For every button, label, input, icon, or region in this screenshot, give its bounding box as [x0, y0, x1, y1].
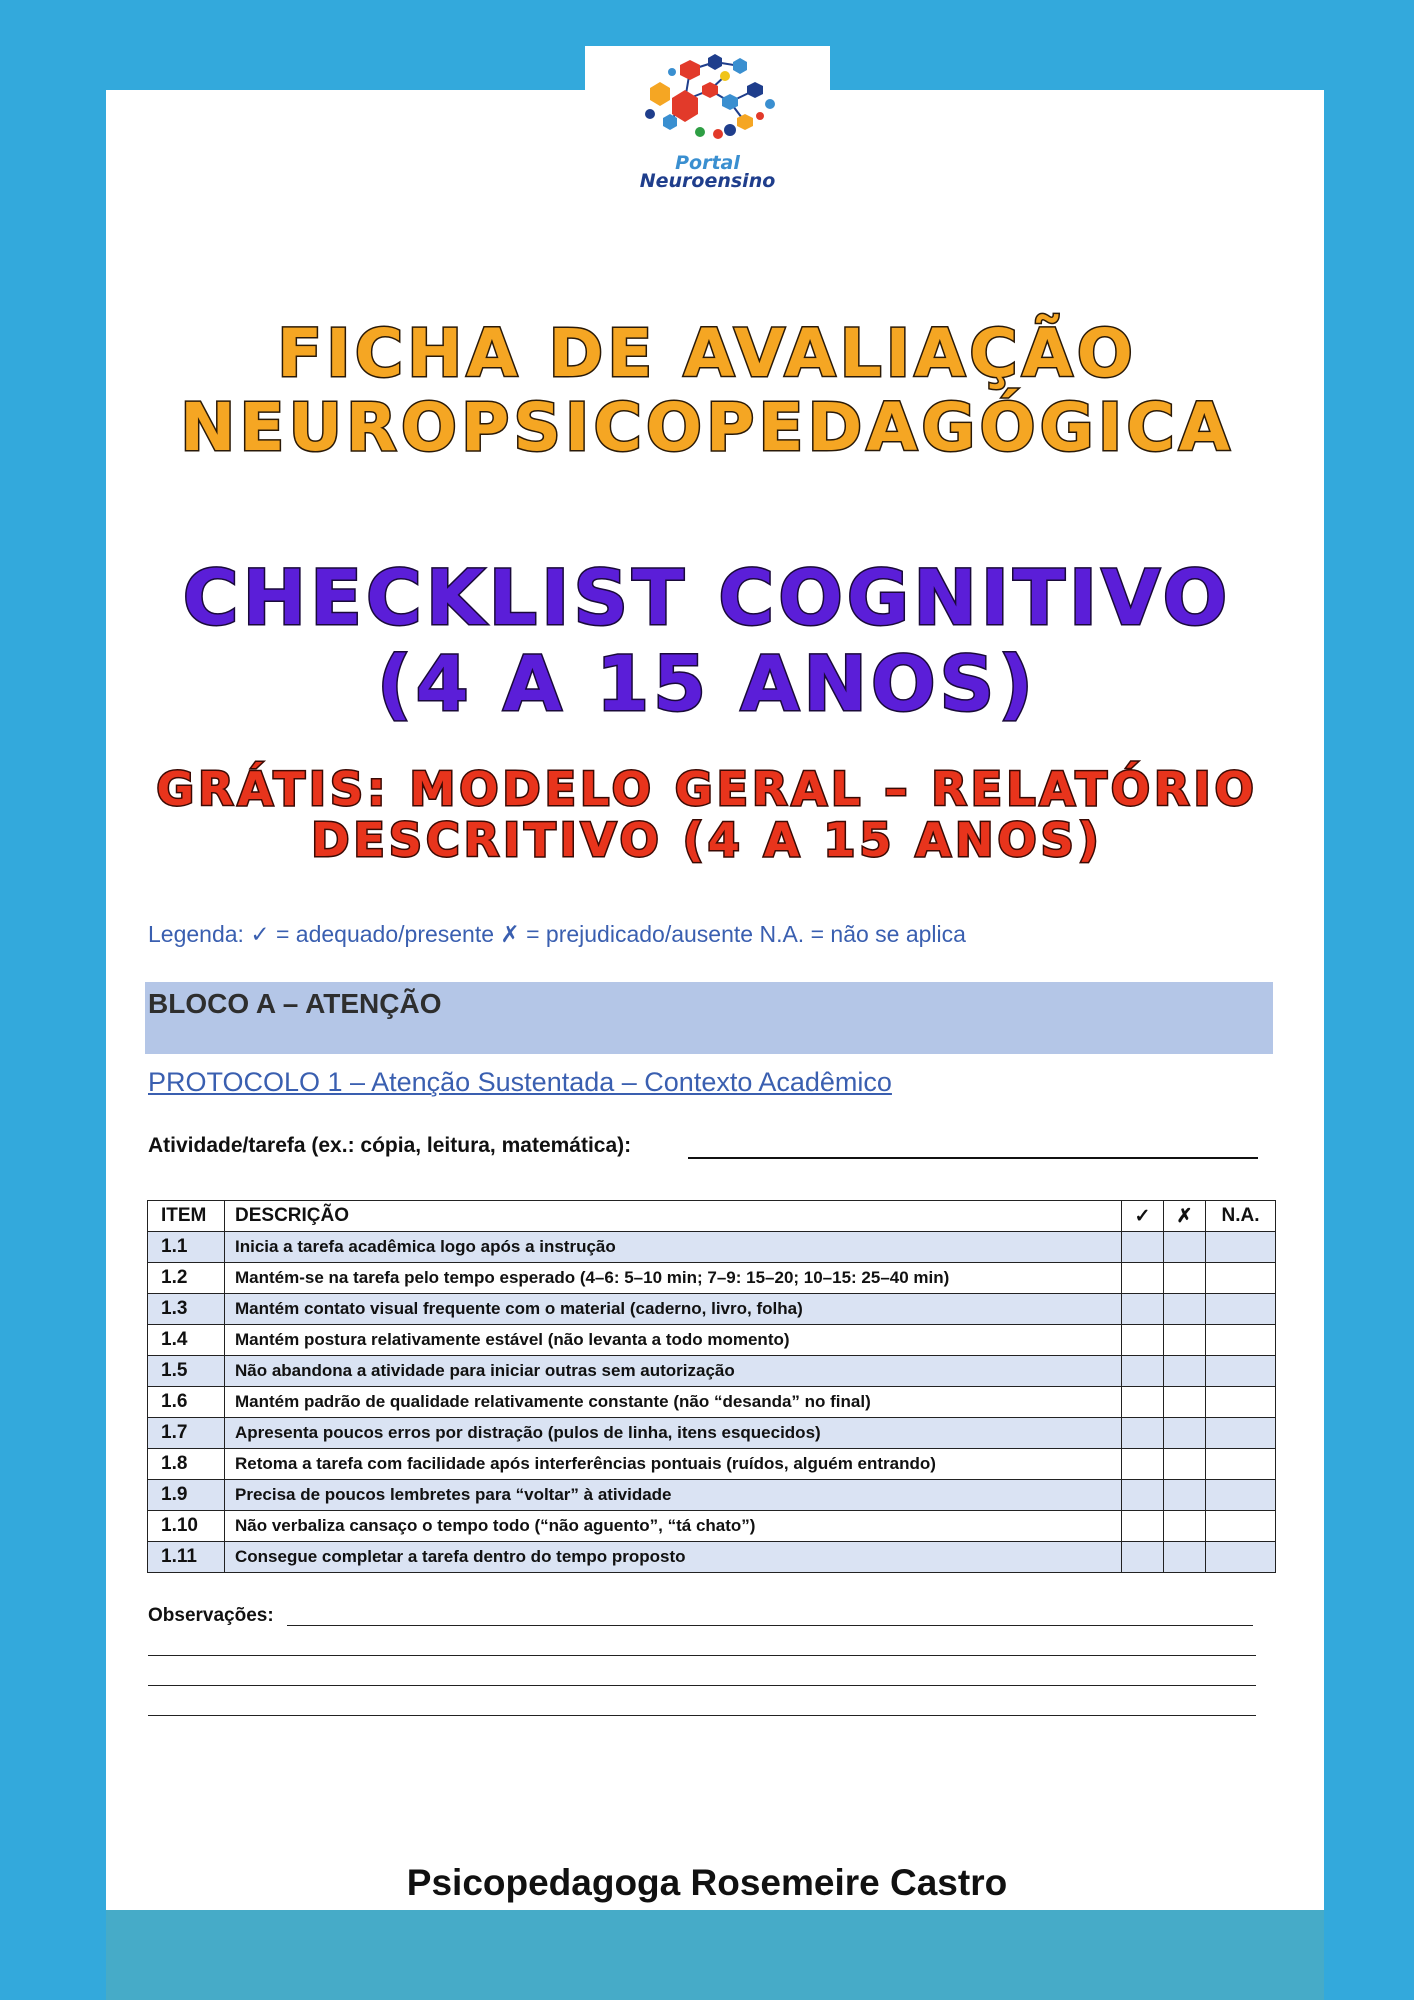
- row-item: 1.1: [148, 1232, 225, 1263]
- row-description: Retoma a tarefa com facilidade após interferências pontuais (ruídos, alguém entrando): [225, 1449, 1122, 1480]
- activity-label: Atividade/tarefa (ex.: cópia, leitura, matemática):: [148, 1134, 632, 1157]
- check-cell[interactable]: [1122, 1449, 1164, 1480]
- title-line-2: NEUROPSICOPEDAGÓGICA: [180, 389, 1234, 466]
- row-description: Precisa de poucos lembretes para “voltar” à atividade: [225, 1480, 1122, 1511]
- check-cell[interactable]: [1122, 1325, 1164, 1356]
- header-item: ITEM: [148, 1201, 225, 1232]
- na-cell[interactable]: [1206, 1480, 1276, 1511]
- table-row: [148, 1449, 1276, 1480]
- check-cell[interactable]: [1122, 1232, 1164, 1263]
- protocol-title: PROTOCOLO 1 – Atenção Sustentada – Contexto Acadêmico: [148, 1067, 892, 1097]
- row-item: 1.4: [148, 1325, 225, 1356]
- table-header-row: [148, 1201, 1276, 1232]
- observations-line[interactable]: [148, 1715, 1256, 1716]
- subtitle-line-1: CHECKLIST COGNITIVO: [182, 553, 1232, 642]
- row-description: Mantém contato visual frequente com o material (caderno, livro, folha): [225, 1294, 1122, 1325]
- observations-label: Observações:: [148, 1605, 274, 1626]
- na-cell[interactable]: [1206, 1325, 1276, 1356]
- promo-line-1: GRÁTIS: MODELO GERAL – RELATÓRIO: [156, 762, 1258, 816]
- title-line-1: FICHA DE AVALIAÇÃO: [277, 315, 1137, 392]
- table-row: [148, 1480, 1276, 1511]
- row-item: 1.8: [148, 1449, 225, 1480]
- row-item: 1.7: [148, 1418, 225, 1449]
- check-cell[interactable]: [1122, 1387, 1164, 1418]
- section-header: [145, 982, 1273, 1054]
- table-row: [148, 1325, 1276, 1356]
- cross-cell[interactable]: [1164, 1449, 1206, 1480]
- row-description: Não abandona a atividade para iniciar outras sem autorização: [225, 1356, 1122, 1387]
- check-cell[interactable]: [1122, 1294, 1164, 1325]
- row-description: Consegue completar a tarefa dentro do tempo proposto: [225, 1542, 1122, 1573]
- check-cell[interactable]: [1122, 1542, 1164, 1573]
- na-cell[interactable]: [1206, 1418, 1276, 1449]
- table-row: [148, 1542, 1276, 1573]
- na-cell[interactable]: [1206, 1387, 1276, 1418]
- observations-line[interactable]: [148, 1685, 1256, 1686]
- table-row: [148, 1263, 1276, 1294]
- row-item: 1.2: [148, 1263, 225, 1294]
- table-row: [148, 1387, 1276, 1418]
- bottom-band: [106, 1910, 1324, 2000]
- check-cell[interactable]: [1122, 1418, 1164, 1449]
- observations-line[interactable]: [287, 1625, 1253, 1626]
- row-description: Não verbaliza cansaço o tempo todo (“não aguento”, “tá chato”): [225, 1511, 1122, 1542]
- row-item: 1.3: [148, 1294, 225, 1325]
- cross-cell[interactable]: [1164, 1232, 1206, 1263]
- row-description: Mantém padrão de qualidade relativamente constante (não “desanda” no final): [225, 1387, 1122, 1418]
- checklist-table: [147, 1200, 1276, 1573]
- na-cell[interactable]: [1206, 1232, 1276, 1263]
- cross-cell[interactable]: [1164, 1387, 1206, 1418]
- cross-cell[interactable]: [1164, 1325, 1206, 1356]
- logo: [585, 46, 830, 196]
- row-description: Inicia a tarefa acadêmica logo após a instrução: [225, 1232, 1122, 1263]
- observations-line[interactable]: [148, 1655, 1256, 1656]
- check-cell[interactable]: [1122, 1263, 1164, 1294]
- subtitle-line-2: (4 A 15 ANOS): [376, 639, 1038, 728]
- row-item: 1.11: [148, 1542, 225, 1573]
- na-cell[interactable]: [1206, 1263, 1276, 1294]
- promo-line-2: DESCRITIVO (4 A 15 ANOS): [311, 813, 1103, 867]
- table-row: [148, 1511, 1276, 1542]
- row-item: 1.10: [148, 1511, 225, 1542]
- na-cell[interactable]: [1206, 1294, 1276, 1325]
- header-cross: ✗: [1164, 1201, 1206, 1232]
- cross-cell[interactable]: [1164, 1480, 1206, 1511]
- row-item: 1.6: [148, 1387, 225, 1418]
- neuro-network-icon: [630, 52, 790, 162]
- check-cell[interactable]: [1122, 1480, 1164, 1511]
- check-cell[interactable]: [1122, 1356, 1164, 1387]
- logo-text-portal: Portal: [675, 152, 740, 174]
- header-na: N.A.: [1206, 1201, 1276, 1232]
- na-cell[interactable]: [1206, 1449, 1276, 1480]
- header-description: DESCRIÇÃO: [225, 1201, 1122, 1232]
- cross-cell[interactable]: [1164, 1294, 1206, 1325]
- table-row: [148, 1356, 1276, 1387]
- header-check: ✓: [1122, 1201, 1164, 1232]
- cross-cell[interactable]: [1164, 1263, 1206, 1294]
- na-cell[interactable]: [1206, 1356, 1276, 1387]
- na-cell[interactable]: [1206, 1511, 1276, 1542]
- table-row: [148, 1294, 1276, 1325]
- logo-text-neuroensino: Neuroensino: [639, 170, 776, 192]
- check-cell[interactable]: [1122, 1511, 1164, 1542]
- legend: Legenda: ✓ = adequado/presente ✗ = prejudicado/ausente N.A. = não se aplica: [148, 921, 966, 947]
- row-description: Apresenta poucos erros por distração (pulos de linha, itens esquecidos): [225, 1418, 1122, 1449]
- row-description: Mantém postura relativamente estável (não levanta a todo momento): [225, 1325, 1122, 1356]
- row-description: Mantém-se na tarefa pelo tempo esperado (4–6: 5–10 min; 7–9: 15–20; 10–15: 25–40 min): [225, 1263, 1122, 1294]
- activity-field[interactable]: [688, 1157, 1258, 1159]
- cross-cell[interactable]: [1164, 1511, 1206, 1542]
- na-cell[interactable]: [1206, 1542, 1276, 1573]
- row-item: 1.5: [148, 1356, 225, 1387]
- cross-cell[interactable]: [1164, 1542, 1206, 1573]
- cross-cell[interactable]: [1164, 1418, 1206, 1449]
- row-item: 1.9: [148, 1480, 225, 1511]
- table-row: [148, 1418, 1276, 1449]
- table-row: [148, 1232, 1276, 1263]
- author-name: Psicopedagoga Rosemeire Castro: [406, 1862, 1008, 1903]
- cross-cell[interactable]: [1164, 1356, 1206, 1387]
- section-title: BLOCO A – ATENÇÃO: [148, 988, 442, 1019]
